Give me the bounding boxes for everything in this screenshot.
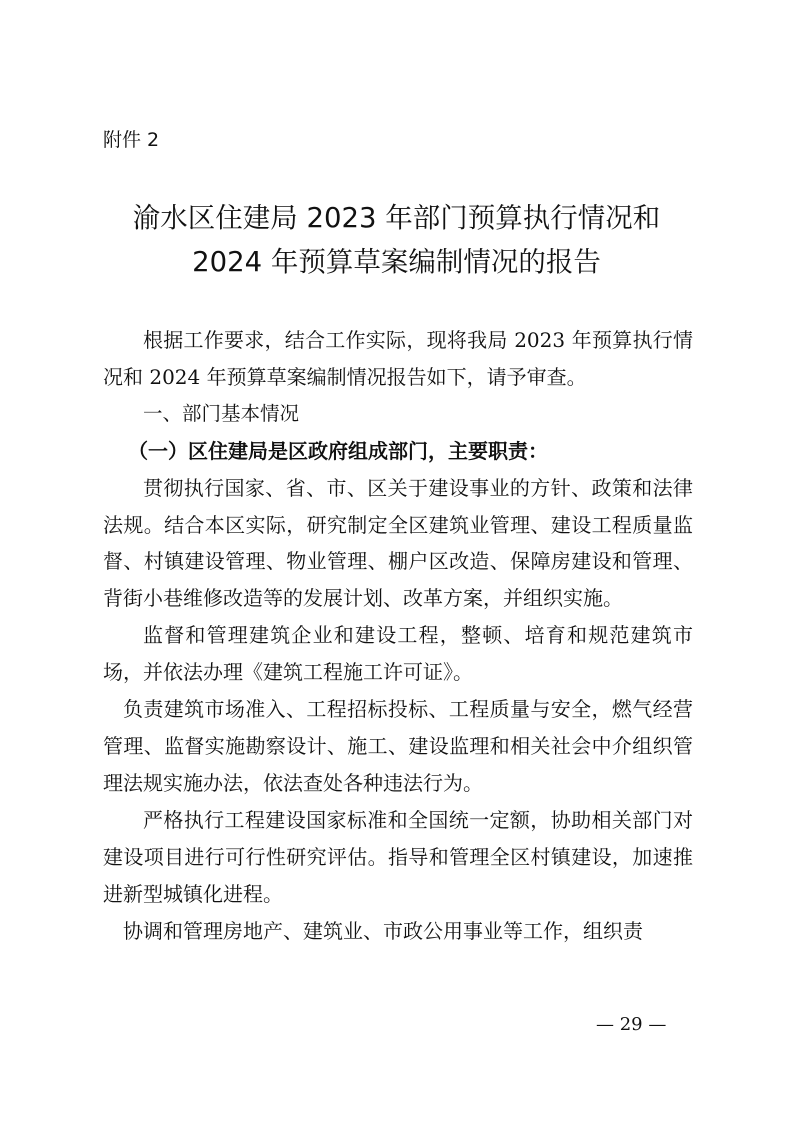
duty-paragraph-5: 协调和管理房地产、建筑业、市政公用事业等工作，组织责	[123, 918, 643, 943]
duty-paragraph-2: 监督和管理建筑企业和建设工程，整顿、培育和规范建筑市场，并依法办理《建筑工程施工许可证》。	[103, 623, 693, 685]
page-number: — 29 —	[596, 1014, 667, 1035]
intro-paragraph: 根据工作要求，结合工作实际，现将我局 2023 年预算执行情况和 2024 年预算草案编制情况报告如下，请予审查。	[103, 328, 693, 389]
duty-paragraph-1: 贯彻执行国家、省、市、区关于建设事业的方针、政策和法律法规。结合本区实际，研究制定全区建筑业管理、建设工程质量监督、村镇建设管理、物业管理、棚户区改造、保障房建设和管理、背街小巷维修改造等的发展计划、改革方案，并组织实施。	[103, 475, 693, 611]
document-body	[103, 322, 693, 949]
subsection-heading-duties: （一）区住建局是区政府组成部门，主要职责：	[128, 438, 548, 463]
document-title	[90, 196, 703, 284]
title-line-1: 渝水区住建局 2023 年部门预算执行情况和	[132, 202, 661, 234]
title-line-2: 2024 年预算草案编制情况的报告	[192, 246, 601, 278]
duty-paragraph-3: 负责建筑市场准入、工程招标投标、工程质量与安全，燃气经营管理、监督实施勘察设计、施工、建设监理和相关社会中介组织管理法规实施办法，依法查处各种违法行为。	[103, 697, 693, 795]
attachment-label: 附件 2	[103, 129, 160, 151]
duty-paragraph-4: 严格执行工程建设国家标准和全国统一定额，协助相关部门对建设项目进行可行性研究评估。指导和管理全区村镇建设，加速推进新型城镇化进程。	[103, 807, 693, 906]
section-heading-basic-info: 一、部门基本情况	[143, 401, 300, 425]
